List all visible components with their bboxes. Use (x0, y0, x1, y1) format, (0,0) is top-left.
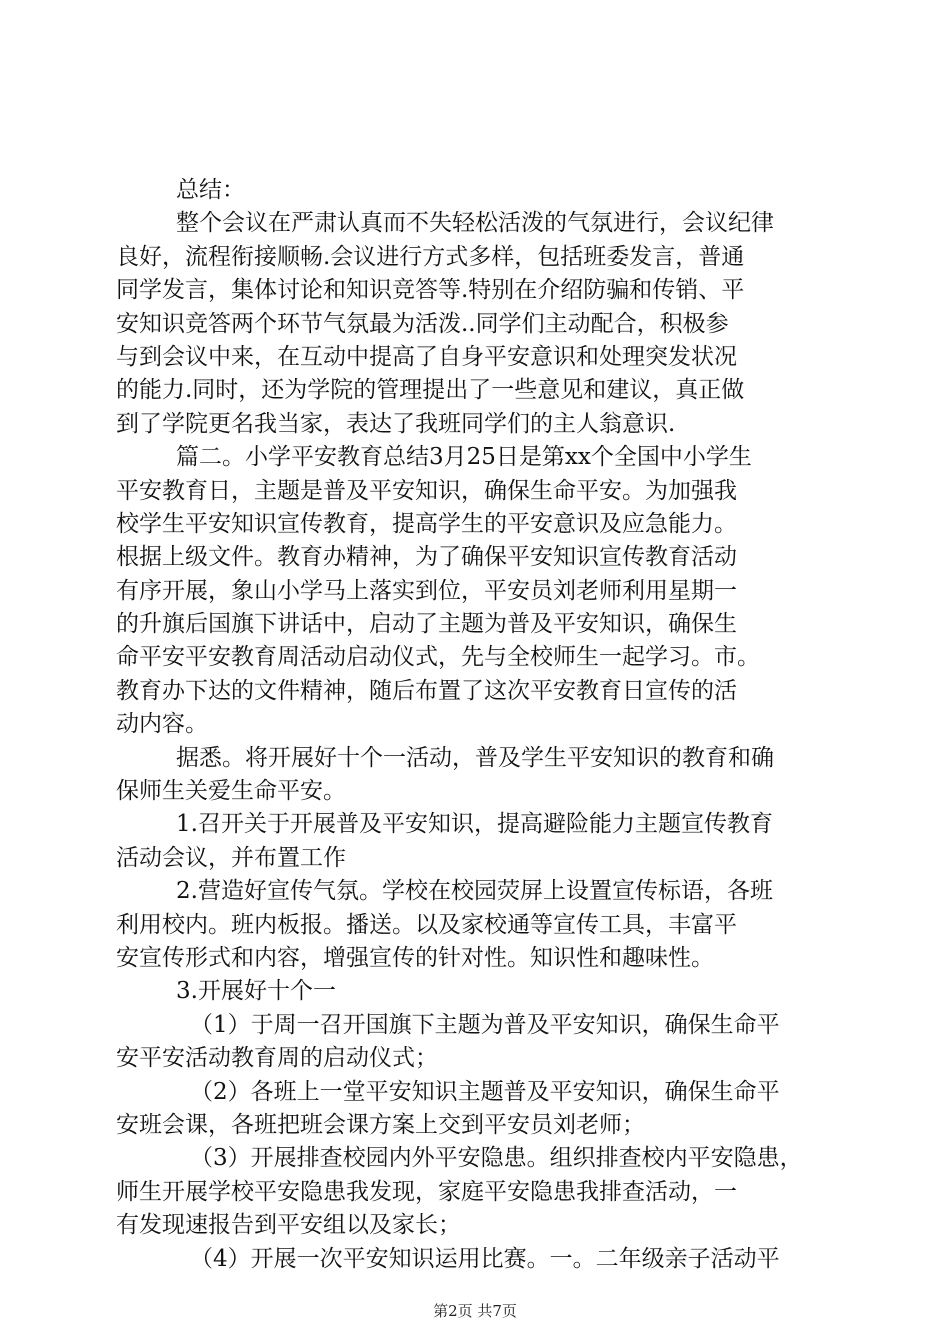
text-line: 安班会课，各班把班会课方案上交到平安员刘老师； (116, 1111, 645, 1138)
text-line: （4）开展一次平安知识运用比赛。一。二年级亲子活动平 (190, 1245, 780, 1272)
text-line: 同学发言，集体讨论和知识竞答等.特别在介绍防骗和传销、平 (116, 277, 745, 304)
text-line: 师生开展学校平安隐患我发现，家庭平安隐患我排查活动，一 (116, 1178, 737, 1205)
text-line: 有发现速报告到平安组以及家长； (116, 1212, 461, 1239)
text-line: 保师生关爱生命平安。 (116, 778, 346, 805)
text-line: 根据上级文件。教育办精神，为了确保平安知识宣传教育活动 (116, 544, 737, 571)
text-line: 总结： (176, 177, 245, 203)
text-line: 利用校内。班内板报。播送。以及家校通等宣传工具，丰富平 (116, 911, 737, 938)
text-line: 的能力.同时，还为学院的管理提出了一些意见和建议，真正做 (116, 377, 745, 404)
text-line: （2）各班上一堂平安知识主题普及平安知识，确保生命平 (190, 1078, 780, 1105)
text-line: 平安教育日，主题是普及平安知识，确保生命平安。为加强我 (116, 477, 737, 504)
text-line: 安宣传形式和内容，增强宣传的针对性。知识性和趣味性。 (116, 944, 714, 971)
page-footer: 第2页 共7页 (433, 1302, 517, 1320)
text-line: 安知识竞答两个环节气氛最为活泼..同学们主动配合，积极参 (116, 310, 729, 337)
text-line: 良好，流程衔接顺畅.会议进行方式多样，包括班委发言，普通 (116, 243, 745, 270)
text-line: 到了学院更名我当家，表达了我班同学们的主人翁意识. (116, 410, 676, 437)
text-line: 整个会议在严肃认真而不失轻松活泼的气氛进行，会议纪律 (176, 210, 774, 237)
text-line: 动内容。 (116, 711, 208, 738)
text-line: 2.营造好宣传气氛。学校在校园荧屏上设置宣传标语，各班 (176, 878, 773, 905)
text-line: （3）开展排查校园内外平安隐患。组织排查校内平安隐患， (190, 1145, 803, 1172)
text-line: 安平安活动教育周的启动仪式； (116, 1045, 438, 1072)
text-line: 3.开展好十个一 (176, 978, 336, 1005)
text-line: 据悉。将开展好十个一活动，普及学生平安知识的教育和确 (176, 744, 774, 771)
text-line: 命平安平安教育周活动启动仪式，先与全校师生一起学习。市。 (116, 644, 760, 671)
text-line: 1.召开关于开展普及平安知识，提高避险能力主题宣传教育 (176, 811, 773, 838)
text-line: （1）于周一召开国旗下主题为普及平安知识，确保生命平 (190, 1011, 780, 1038)
text-line: 校学生平安知识宣传教育，提高学生的平安意识及应急能力。 (116, 510, 737, 537)
document-body (116, 174, 836, 1276)
text-line: 与到会议中来，在互动中提高了自身平安意识和处理突发状况 (116, 343, 737, 370)
text-line: 的升旗后国旗下讲话中，启动了主题为普及平安知识，确保生 (116, 611, 737, 638)
text-line: 篇二。小学平安教育总结3月25日是第xx个全国中小学生 (176, 444, 752, 471)
text-line: 教育办下达的文件精神，随后布置了这次平安教育日宣传的活 (116, 677, 737, 704)
text-line: 活动会议，并布置工作 (116, 844, 346, 871)
text-line: 有序开展，象山小学马上落实到位，平安员刘老师利用星期一 (116, 577, 737, 604)
